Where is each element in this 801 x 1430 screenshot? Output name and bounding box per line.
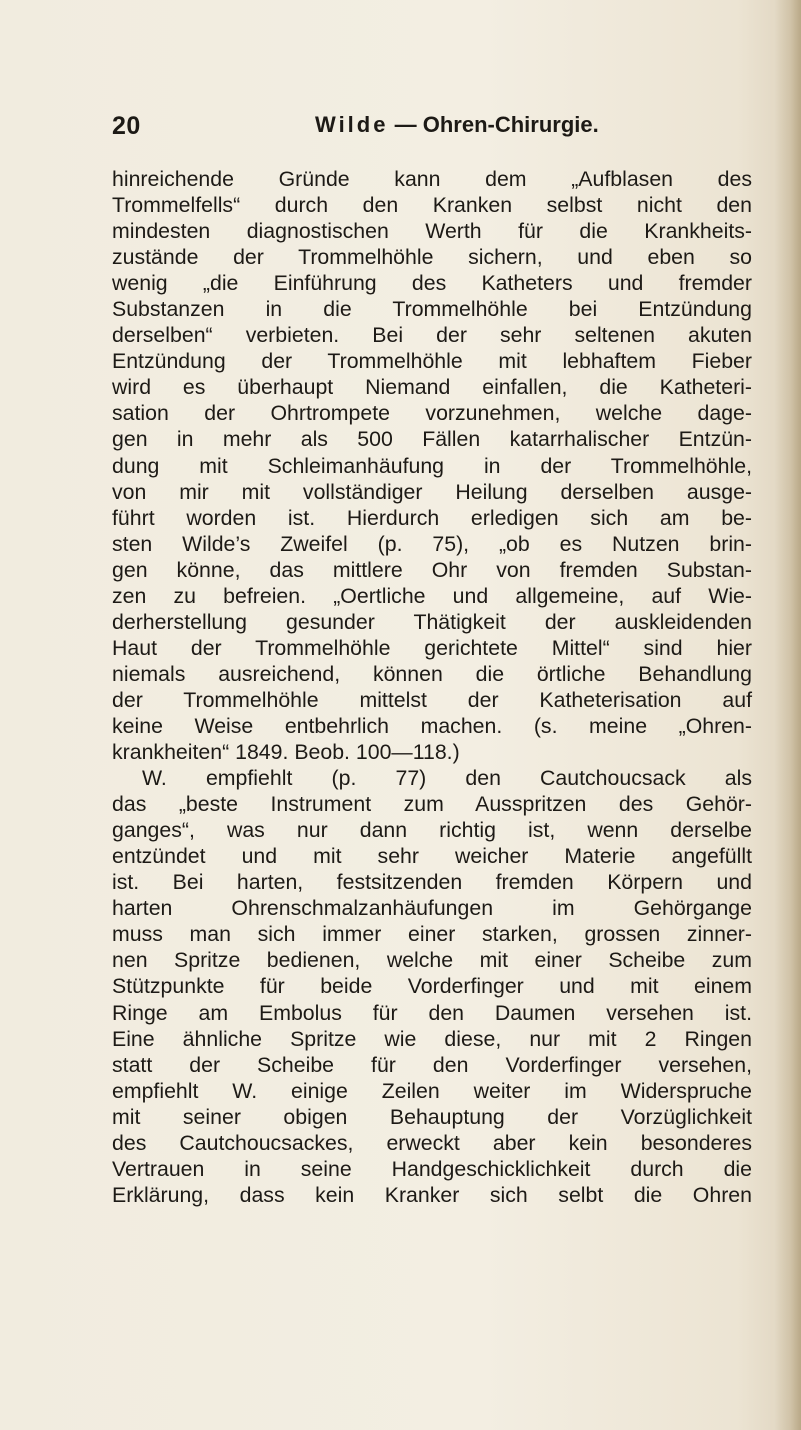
text-line: das „beste Instrument zum Ausspritzen des Gehör- (112, 792, 752, 817)
text-line: sten Wilde’s Zweifel (p. 75), „ob es Nutzen brin- (112, 531, 752, 556)
text-line: des Cautchoucsackes, erweckt aber kein besonderes (112, 1130, 752, 1155)
running-head-author: Wilde (315, 112, 389, 137)
text-line: Vertrauen in seine Handgeschicklichkeit durch die (112, 1156, 752, 1181)
body-text (112, 166, 752, 1208)
text-line: harten Ohrenschmalzanhäufungen im Gehörgange (112, 896, 752, 921)
text-line: zen zu befreien. „Oertliche und allgemeine, auf Wie- (112, 583, 752, 608)
text-line: nen Spritze bedienen, welche mit einer Scheibe zum (112, 948, 752, 973)
text-line: hinreichende Gründe kann dem „Aufblasen des (112, 167, 752, 191)
text-line: dung mit Schleimanhäufung in der Trommelhöhle, (112, 453, 752, 478)
text-line: zustände der Trommelhöhle sichern, und eben so (112, 245, 752, 270)
text-line: ganges“, was nur dann richtig ist, wenn derselbe (112, 818, 752, 843)
text-line: sation der Ohrtrompete vorzunehmen, welche dage- (112, 401, 752, 426)
text-line: derherstellung gesunder Thätigkeit der auskleidenden (112, 609, 752, 634)
paragraph-end-line: krankheiten“ 1849. Beob. 100—118.) (112, 740, 460, 765)
text-line: Ringe am Embolus für den Daumen versehen ist. (112, 1000, 752, 1025)
page-number: 20 (112, 112, 141, 140)
text-line: Eine ähnliche Spritze wie diese, nur mit 2 Ringen (112, 1026, 752, 1051)
text-line: wird es überhaupt Niemand einfallen, die Katheteri- (112, 375, 752, 400)
text-line: ist. Bei harten, festsitzenden fremden Körpern und (112, 870, 752, 895)
text-line: von mir mit vollständiger Heilung derselben ausge- (112, 479, 752, 504)
running-head (315, 112, 599, 138)
text-line: statt der Scheibe für den Vorderfinger versehen, (112, 1052, 752, 1077)
text-line: empfiehlt W. einige Zeilen weiter im Widerspruche (112, 1078, 752, 1103)
running-head-title: Ohren-Chirurgie. (422, 112, 599, 137)
text-line: Haut der Trommelhöhle gerichtete Mittel“ sind hier (112, 635, 752, 660)
text-line: führt worden ist. Hierdurch erledigen sich am be- (112, 505, 752, 530)
text-line: keine Weise entbehrlich machen. (s. meine „Ohren- (112, 713, 752, 738)
text-line: Trommelfells“ durch den Kranken selbst nicht den (112, 193, 752, 218)
text-line: derselben“ verbieten. Bei der sehr seltenen akuten (112, 323, 752, 348)
text-line: wenig „die Einführung des Katheters und fremder (112, 271, 752, 296)
text-line: niemals ausreichend, können die örtliche Behandlung (112, 661, 752, 686)
text-line: Substanzen in die Trommelhöhle bei Entzündung (112, 297, 752, 322)
text-line: Erklärung, dass kein Kranker sich selbt die Ohren (112, 1182, 752, 1207)
running-head-separator: — (388, 112, 423, 137)
text-line: muss man sich immer einer starken, grossen zinner- (112, 922, 752, 947)
page-edge-shadow (775, 0, 801, 1430)
text-line: Entzündung der Trommelhöhle mit lebhaftem Fieber (112, 349, 752, 374)
text-line: mindesten diagnostischen Werth für die Krankheits- (112, 219, 752, 244)
text-line: entzündet und mit sehr weicher Materie angefüllt (112, 844, 752, 869)
paragraph-start-line: W. empfiehlt (p. 77) den Cautchoucsack als (142, 766, 752, 791)
text-line: gen könne, das mittlere Ohr von fremden Substan- (112, 557, 752, 582)
page-header (112, 112, 742, 146)
text-line: gen in mehr als 500 Fällen katarrhalischer Entzün- (112, 427, 752, 452)
text-line: Stützpunkte für beide Vorderfinger und mit einem (112, 974, 752, 999)
text-line: der Trommelhöhle mittelst der Katheterisation auf (112, 687, 752, 712)
text-line: mit seiner obigen Behauptung der Vorzüglichkeit (112, 1104, 752, 1129)
